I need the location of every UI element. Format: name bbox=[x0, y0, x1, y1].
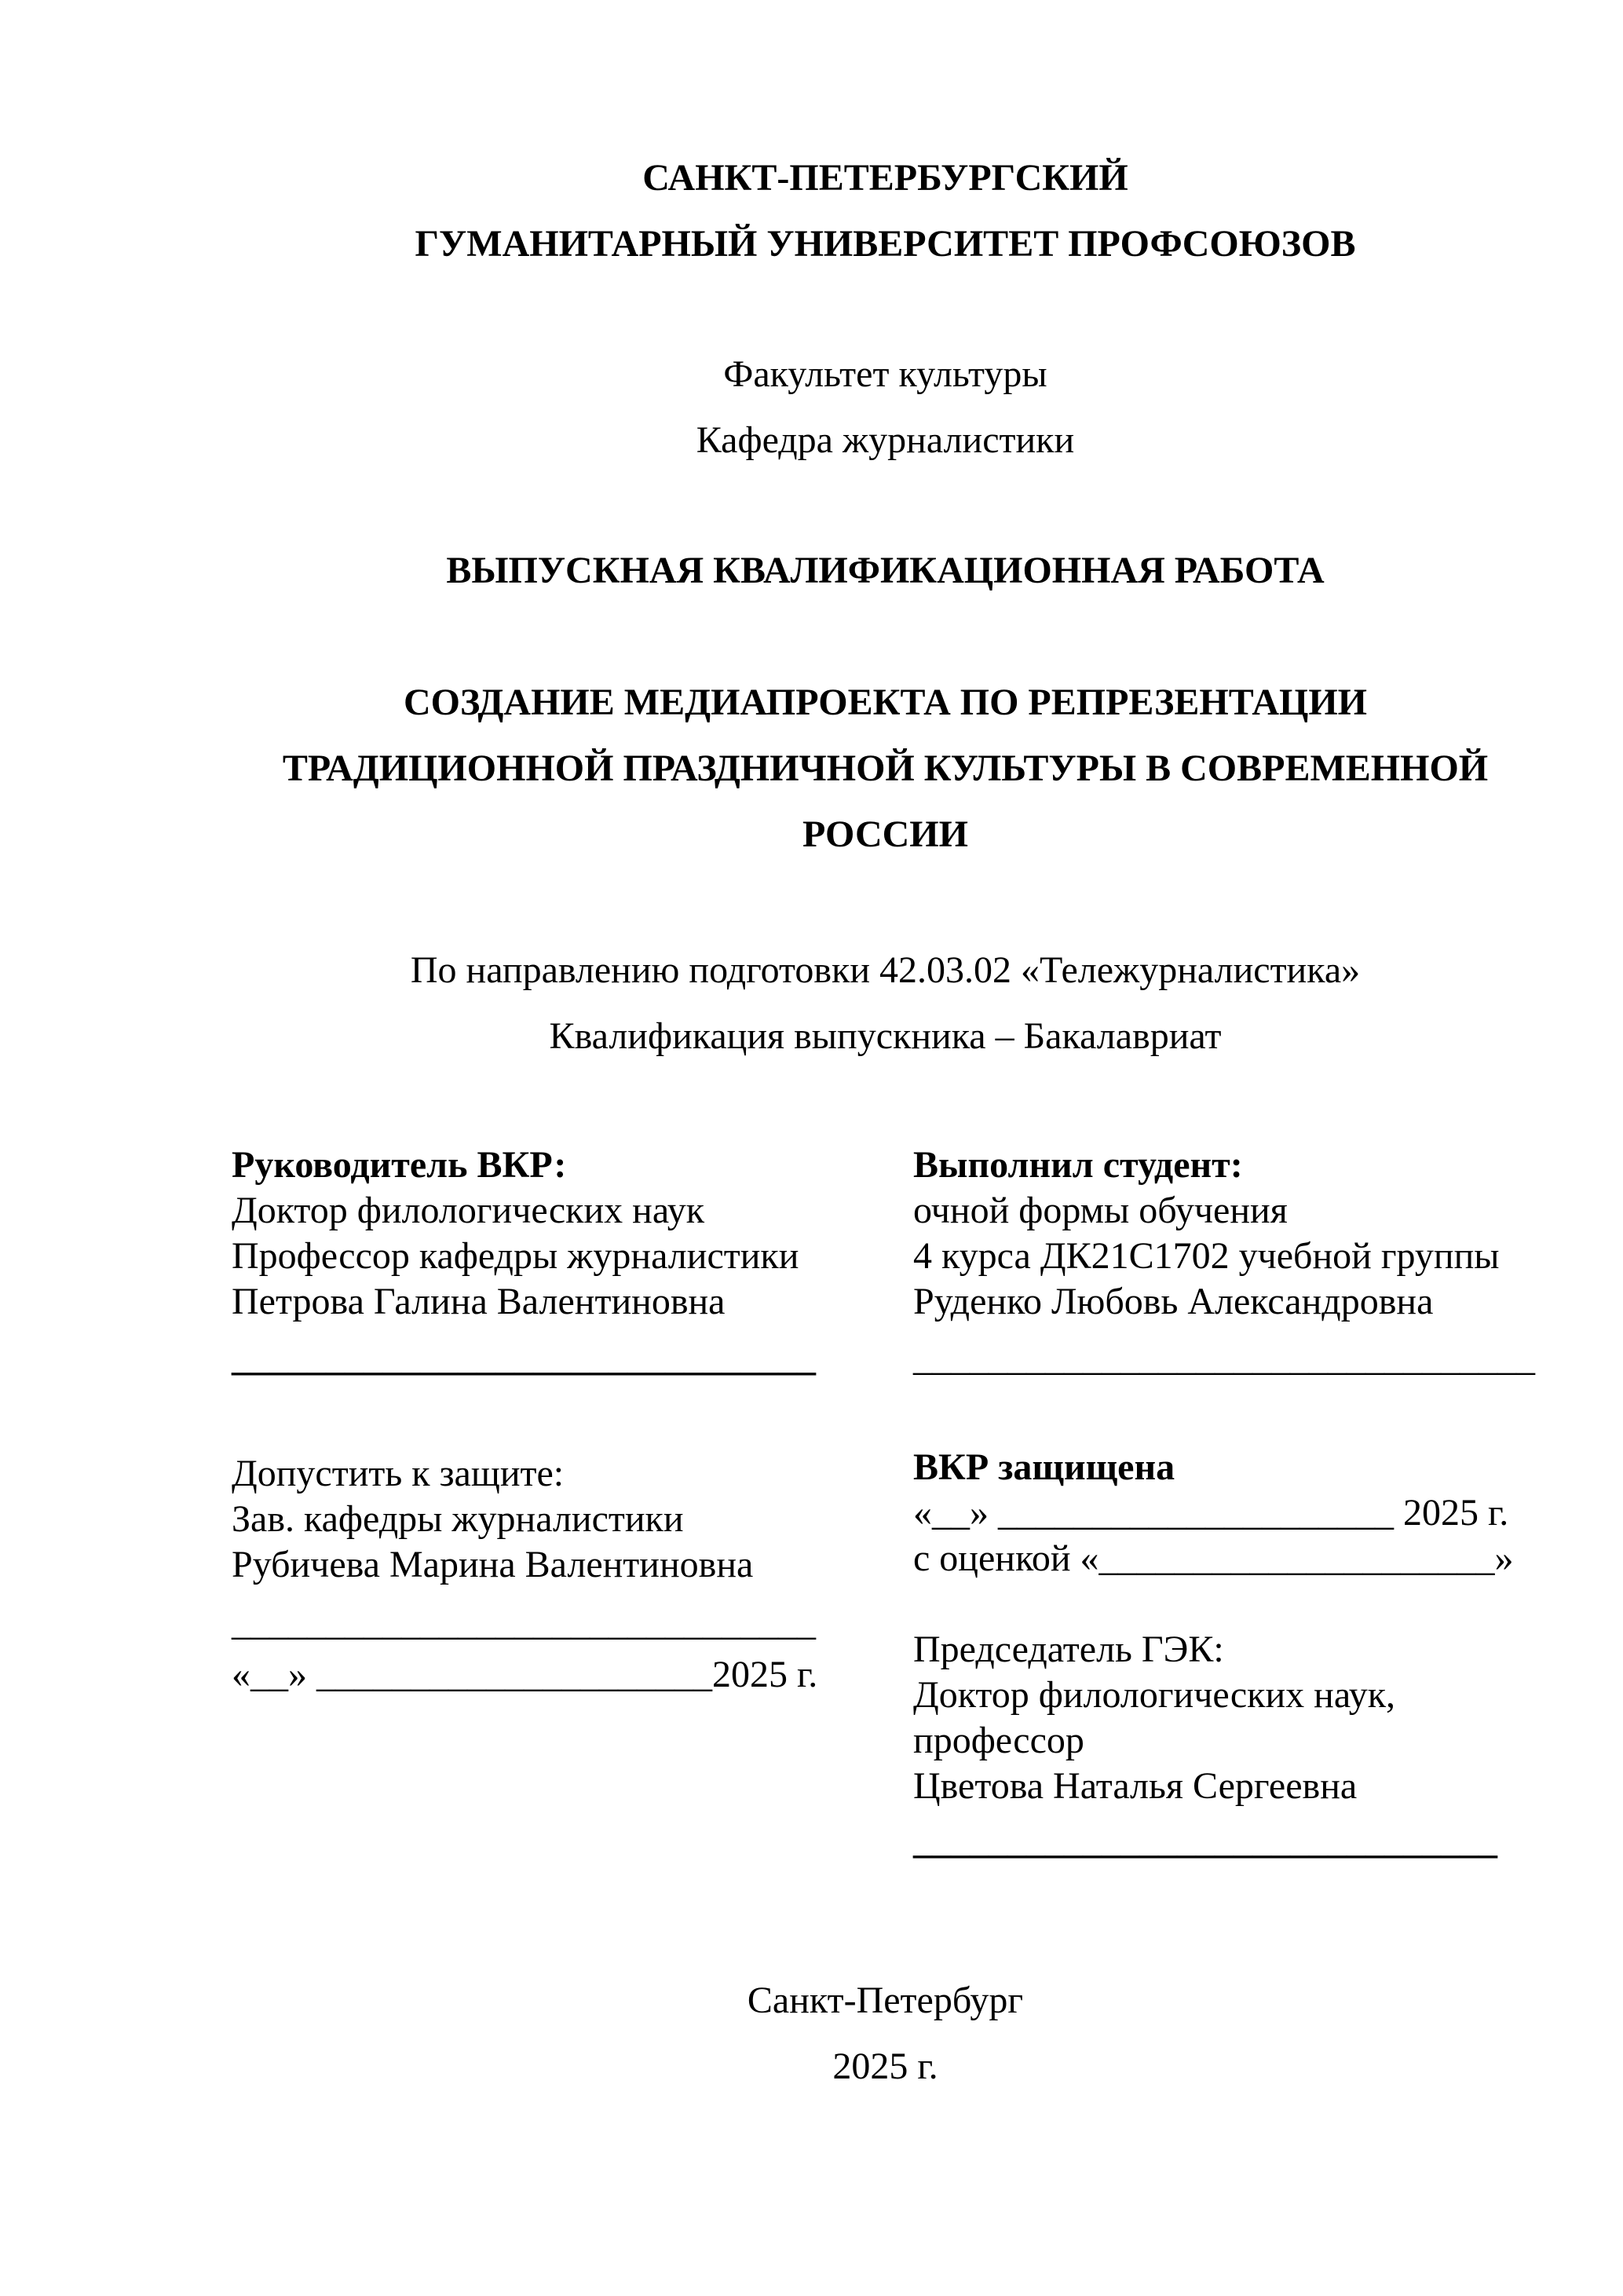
footer-year: 2025 г. bbox=[832, 2046, 938, 2087]
defense-label: ВКР защищена bbox=[913, 1446, 1175, 1488]
department-block bbox=[232, 342, 1539, 473]
program-direction: По направлению подготовки 42.03.02 «Тележурналистика» bbox=[410, 949, 1361, 991]
program-block bbox=[232, 938, 1539, 1069]
thesis-title-line1: СОЗДАНИЕ МЕДИАПРОЕКТА ПО РЕПРЕЗЕНТАЦИИ bbox=[404, 682, 1367, 723]
chair-name: Кафедра журналистики bbox=[696, 419, 1075, 461]
student-study-form: очной формы обучения bbox=[913, 1190, 1288, 1231]
student-label: Выполнил студент: bbox=[913, 1144, 1243, 1186]
thesis-title bbox=[232, 670, 1539, 868]
supervisor-position: Профессор кафедры журналистики bbox=[232, 1235, 799, 1277]
admission-block bbox=[232, 1451, 828, 1698]
defense-grade-line: с оценкой «_____________________» bbox=[913, 1537, 1514, 1579]
faculty-name: Факультет культуры bbox=[723, 353, 1047, 395]
admission-position: Зав. кафедры журналистики bbox=[232, 1498, 684, 1540]
gek-chair-signature-line: _______________________________ bbox=[913, 1820, 1497, 1862]
admission-signature-line: _______________________________ bbox=[232, 1602, 816, 1643]
university-name-line2: ГУМАНИТАРНЫЙ УНИВЕРСИТЕТ ПРОФСОЮЗОВ bbox=[415, 223, 1356, 265]
supervisor-name: Петрова Галина Валентиновна bbox=[232, 1281, 726, 1322]
thesis-title-line3: РОССИИ bbox=[802, 813, 968, 855]
program-qualification: Квалификация выпускника – Бакалавриат bbox=[549, 1015, 1222, 1057]
defense-block bbox=[913, 1445, 1549, 1864]
admission-date-line: «__» _____________________2025 г. bbox=[232, 1654, 818, 1695]
supervisor-block bbox=[232, 1143, 828, 1381]
student-block bbox=[913, 1143, 1549, 1381]
gek-chair-position: профессор bbox=[913, 1720, 1084, 1761]
student-group: 4 курса ДК21С1702 учебной группы bbox=[913, 1235, 1500, 1277]
student-signature-line: _________________________________ bbox=[913, 1337, 1535, 1379]
thesis-title-line2: ТРАДИЦИОННОЙ ПРАЗДНИЧНОЙ КУЛЬТУРЫ В СОВРЕМЕННОЙ bbox=[282, 748, 1489, 789]
supervisor-degree: Доктор филологических наук bbox=[232, 1190, 705, 1231]
footer-block bbox=[232, 1968, 1539, 2100]
student-name: Руденко Любовь Александровна bbox=[913, 1281, 1434, 1322]
university-name-line1: САНКТ-ПЕТЕРБУРГСКИЙ bbox=[642, 157, 1128, 199]
blank-line bbox=[913, 1581, 1549, 1627]
supervisor-label: Руководитель ВКР: bbox=[232, 1144, 567, 1186]
work-type-text: ВЫПУСКНАЯ КВАЛИФИКАЦИОННАЯ РАБОТА bbox=[446, 550, 1325, 591]
gek-chair-name: Цветова Наталья Сергеевна bbox=[913, 1765, 1358, 1807]
gek-chair-degree: Доктор филологических наук, bbox=[913, 1674, 1396, 1716]
gek-chair-label: Председатель ГЭК: bbox=[913, 1629, 1224, 1670]
footer-city: Санкт-Петербург bbox=[747, 1980, 1024, 2021]
university-name bbox=[232, 145, 1539, 277]
admission-label: Допустить к защите: bbox=[232, 1453, 565, 1494]
work-type-heading bbox=[232, 538, 1539, 604]
supervisor-signature-line: _______________________________ bbox=[232, 1337, 816, 1379]
defense-date-line: «__» _____________________ 2025 г. bbox=[913, 1492, 1509, 1534]
admission-name: Рубичева Марина Валентиновна bbox=[232, 1544, 754, 1585]
